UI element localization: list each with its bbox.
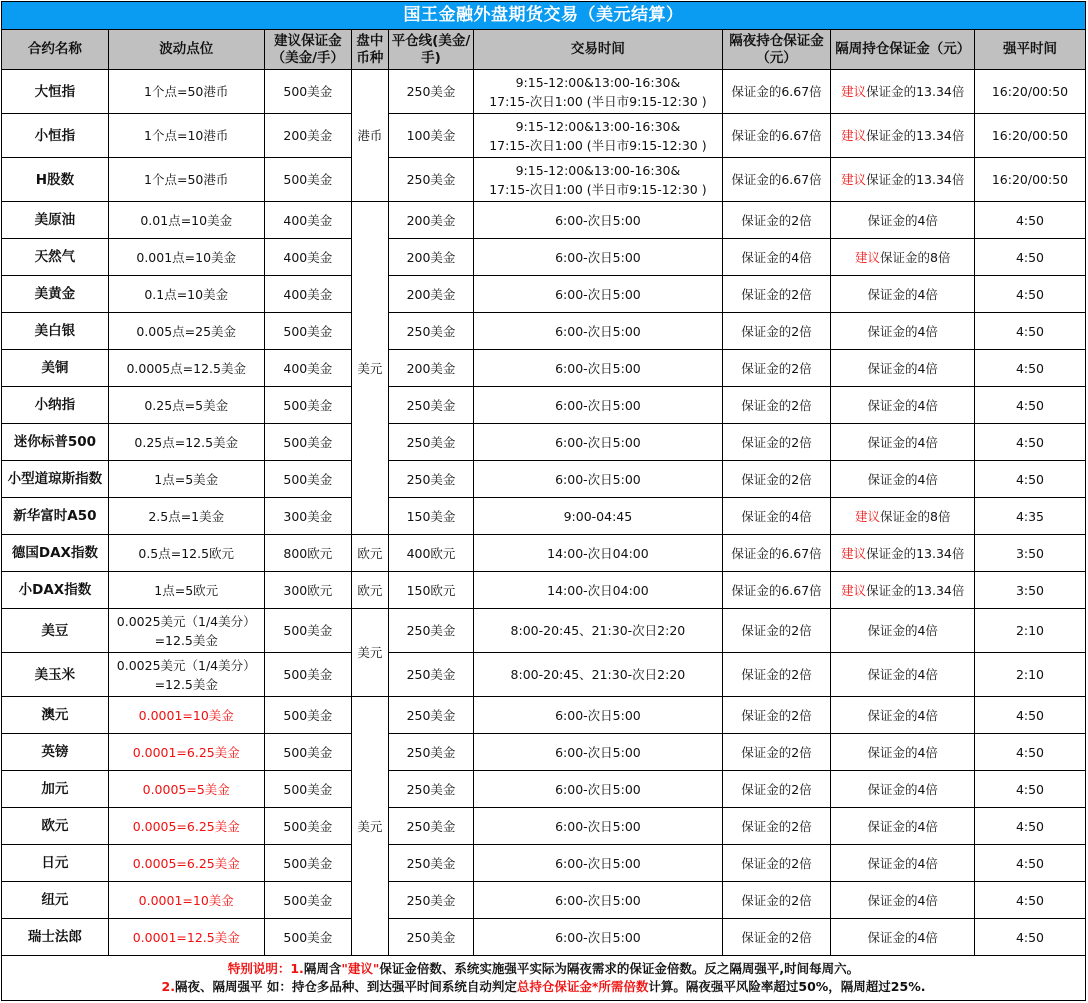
- table-row: [2, 350, 1086, 387]
- tick-value: 0.25点=5美金: [108, 387, 264, 424]
- header-row: [2, 30, 1086, 70]
- suggested-margin: 400美金: [264, 276, 352, 313]
- table-row: [2, 734, 1086, 771]
- intraday-currency: 美元: [352, 697, 389, 956]
- header-overnight: 隔夜持仓保证金（元）: [722, 30, 831, 70]
- suggested-margin: 500美金: [264, 609, 352, 653]
- force-close-time: 4:35: [974, 498, 1085, 535]
- overnight-margin: 保证金的2倍: [722, 845, 831, 882]
- suggest-label: 建议: [841, 172, 867, 187]
- liquidation-line: 200美金: [388, 350, 473, 387]
- liquidation-line: 250美金: [388, 771, 473, 808]
- liquidation-line: 150欧元: [388, 572, 473, 609]
- trading-hours: 6:00-次日5:00: [474, 697, 722, 734]
- tick-value: 0.0001=10美金: [108, 882, 264, 919]
- tick-value: 0.0001=10美金: [108, 697, 264, 734]
- force-close-time: 4:50: [974, 734, 1085, 771]
- suggested-margin: 500美金: [264, 882, 352, 919]
- table-row: [2, 313, 1086, 350]
- force-close-time: 4:50: [974, 239, 1085, 276]
- suggested-margin: 500美金: [264, 387, 352, 424]
- tick-value: 1个点=10港币: [108, 114, 264, 158]
- contract-name: 美铜: [2, 350, 109, 387]
- suggested-margin: 400美金: [264, 239, 352, 276]
- trading-hours: 6:00-次日5:00: [474, 239, 722, 276]
- table-row: [2, 697, 1086, 734]
- tick-value: 1点=5美金: [108, 461, 264, 498]
- weekend-margin: 建议保证金的8倍: [831, 239, 975, 276]
- trading-hours: 14:00-次日04:00: [474, 535, 722, 572]
- contract-name: 迷你标普500: [2, 424, 109, 461]
- suggested-margin: 500美金: [264, 771, 352, 808]
- intraday-currency: 港币: [352, 70, 389, 202]
- suggest-label: 建议: [841, 582, 867, 598]
- liquidation-line: 250美金: [388, 387, 473, 424]
- suggested-margin: 300美金: [264, 498, 352, 535]
- trading-hours: 6:00-次日5:00: [474, 771, 722, 808]
- suggested-margin: 300欧元: [264, 572, 352, 609]
- header-tick: 波动点位: [108, 30, 264, 70]
- force-close-time: 4:50: [974, 350, 1085, 387]
- tick-value: 0.0025美元（1/4美分） =12.5美金: [108, 653, 264, 697]
- liquidation-line: 200美金: [388, 239, 473, 276]
- force-close-time: 4:50: [974, 276, 1085, 313]
- weekend-margin: 保证金的4倍: [831, 882, 975, 919]
- force-close-time: 16:20/00:50: [974, 70, 1085, 114]
- table-row: [2, 387, 1086, 424]
- contract-name: 加元: [2, 771, 109, 808]
- trading-hours: 9:15-12:00&13:00-16:30& 17:15-次日1:00 (半日市9:15-12:30 ): [474, 158, 722, 202]
- tick-value: 0.0005=6.25美金: [108, 845, 264, 882]
- weekend-margin: 保证金的4倍: [831, 387, 975, 424]
- weekend-margin: 保证金的4倍: [831, 845, 975, 882]
- table-row: [2, 239, 1086, 276]
- note-line-1: 特别说明：1.隔周含"建议"保证金倍数、系统实施强平实际为隔夜需求的保证金倍数。反之隔周强平,时间每周六。: [227, 961, 860, 976]
- contract-name: 天然气: [2, 239, 109, 276]
- tick-value: 0.0025美元（1/4美分） =12.5美金: [108, 609, 264, 653]
- liquidation-line: 250美金: [388, 697, 473, 734]
- trading-hours: 6:00-次日5:00: [474, 919, 722, 956]
- contract-name: 美白银: [2, 313, 109, 350]
- tick-value: 0.5点=12.5欧元: [108, 535, 264, 572]
- suggested-margin: 200美金: [264, 114, 352, 158]
- trading-hours: 6:00-次日5:00: [474, 808, 722, 845]
- suggest-label: 建议: [841, 128, 867, 143]
- weekend-margin: 保证金的4倍: [831, 424, 975, 461]
- liquidation-line: 250美金: [388, 734, 473, 771]
- table-row: [2, 276, 1086, 313]
- force-close-time: 4:50: [974, 461, 1085, 498]
- header-force-close: 强平时间: [974, 30, 1085, 70]
- weekend-margin: 保证金的4倍: [831, 276, 975, 313]
- contract-name: 日元: [2, 845, 109, 882]
- trading-hours: 6:00-次日5:00: [474, 276, 722, 313]
- overnight-margin: 保证金的4倍: [722, 239, 831, 276]
- liquidation-line: 250美金: [388, 845, 473, 882]
- tick-value: 0.0005=6.25美金: [108, 808, 264, 845]
- suggested-margin: 500美金: [264, 734, 352, 771]
- contract-name: 美豆: [2, 609, 109, 653]
- suggested-margin: 500美金: [264, 424, 352, 461]
- trading-hours: 9:00-04:45: [474, 498, 722, 535]
- suggested-margin: 500美金: [264, 697, 352, 734]
- trading-hours: 6:00-次日5:00: [474, 845, 722, 882]
- contract-name: 小型道琼斯指数: [2, 461, 109, 498]
- trading-hours: 6:00-次日5:00: [474, 461, 722, 498]
- contract-name: 小恒指: [2, 114, 109, 158]
- force-close-time: 16:20/00:50: [974, 158, 1085, 202]
- contract-name: 小DAX指数: [2, 572, 109, 609]
- liquidation-line: 200美金: [388, 276, 473, 313]
- weekend-margin: 保证金的4倍: [831, 609, 975, 653]
- header-margin: 建议保证金（美金/手）: [264, 30, 352, 70]
- weekend-margin: 保证金的4倍: [831, 350, 975, 387]
- suggested-margin: 500美金: [264, 461, 352, 498]
- table-body: [2, 70, 1086, 956]
- force-close-time: 16:20/00:50: [974, 114, 1085, 158]
- overnight-margin: 保证金的6.67倍: [722, 70, 831, 114]
- tick-value: 1个点=50港币: [108, 70, 264, 114]
- tick-value: 0.1点=10美金: [108, 276, 264, 313]
- contract-name: 纽元: [2, 882, 109, 919]
- table-row: [2, 808, 1086, 845]
- trading-hours: 6:00-次日5:00: [474, 202, 722, 239]
- tick-value: 0.25点=12.5美金: [108, 424, 264, 461]
- contract-name: 大恒指: [2, 70, 109, 114]
- trading-hours: 8:00-20:45、21:30-次日2:20: [474, 609, 722, 653]
- force-close-time: 4:50: [974, 313, 1085, 350]
- weekend-margin: 保证金的4倍: [831, 734, 975, 771]
- liquidation-line: 200美金: [388, 202, 473, 239]
- liquidation-line: 250美金: [388, 461, 473, 498]
- weekend-margin: 建议保证金的13.34倍: [831, 572, 975, 609]
- trading-hours: 6:00-次日5:00: [474, 387, 722, 424]
- liquidation-line: 250美金: [388, 70, 473, 114]
- force-close-time: 4:50: [974, 202, 1085, 239]
- table-row: [2, 498, 1086, 535]
- contract-name: 小纳指: [2, 387, 109, 424]
- contract-name: H股数: [2, 158, 109, 202]
- weekend-margin: 建议保证金的13.34倍: [831, 70, 975, 114]
- contract-name: 欧元: [2, 808, 109, 845]
- overnight-margin: 保证金的6.67倍: [722, 158, 831, 202]
- overnight-margin: 保证金的6.67倍: [722, 114, 831, 158]
- header-weekend: 隔周持仓保证金（元）: [831, 30, 975, 70]
- force-close-time: 4:50: [974, 424, 1085, 461]
- force-close-time: 4:50: [974, 808, 1085, 845]
- table-row: [2, 535, 1086, 572]
- table-row: [2, 845, 1086, 882]
- weekend-margin: 保证金的4倍: [831, 808, 975, 845]
- table-row: [2, 882, 1086, 919]
- intraday-currency: 美元: [352, 609, 389, 697]
- futures-table: [1, 1, 1086, 1001]
- liquidation-line: 250美金: [388, 919, 473, 956]
- contract-name: 美玉米: [2, 653, 109, 697]
- liquidation-line: 250美金: [388, 882, 473, 919]
- weekend-margin: 保证金的4倍: [831, 653, 975, 697]
- weekend-margin: 保证金的4倍: [831, 461, 975, 498]
- overnight-margin: 保证金的2倍: [722, 350, 831, 387]
- tick-value: 0.0001=6.25美金: [108, 734, 264, 771]
- weekend-margin: 建议保证金的8倍: [831, 498, 975, 535]
- tick-value: 1个点=50港币: [108, 158, 264, 202]
- contract-name: 德国DAX指数: [2, 535, 109, 572]
- force-close-time: 2:10: [974, 609, 1085, 653]
- suggested-margin: 500美金: [264, 313, 352, 350]
- overnight-margin: 保证金的2倍: [722, 461, 831, 498]
- force-close-time: 4:50: [974, 919, 1085, 956]
- overnight-margin: 保证金的2倍: [722, 276, 831, 313]
- overnight-margin: 保证金的2倍: [722, 609, 831, 653]
- table-row: [2, 158, 1086, 202]
- table-row: [2, 202, 1086, 239]
- table-row: [2, 771, 1086, 808]
- overnight-margin: 保证金的2倍: [722, 771, 831, 808]
- table-row: [2, 653, 1086, 697]
- overnight-margin: 保证金的6.67倍: [722, 572, 831, 609]
- table-row: [2, 461, 1086, 498]
- tick-value: 2.5点=1美金: [108, 498, 264, 535]
- overnight-margin: 保证金的2倍: [722, 202, 831, 239]
- tick-value: 1点=5欧元: [108, 572, 264, 609]
- table-title: 国王金融外盘期货交易（美元结算）: [2, 2, 1086, 30]
- trading-hours: 6:00-次日5:00: [474, 882, 722, 919]
- overnight-margin: 保证金的2倍: [722, 653, 831, 697]
- force-close-time: 2:10: [974, 653, 1085, 697]
- contract-name: 英镑: [2, 734, 109, 771]
- force-close-time: 3:50: [974, 572, 1085, 609]
- weekend-margin: 保证金的4倍: [831, 313, 975, 350]
- intraday-currency: 美元: [352, 202, 389, 535]
- overnight-margin: 保证金的2倍: [722, 734, 831, 771]
- overnight-margin: 保证金的4倍: [722, 498, 831, 535]
- trading-hours: 9:15-12:00&13:00-16:30& 17:15-次日1:00 (半日市9:15-12:30 ): [474, 114, 722, 158]
- suggest-label: 建议: [854, 249, 880, 265]
- force-close-time: 4:50: [974, 387, 1085, 424]
- suggested-margin: 500美金: [264, 653, 352, 697]
- tick-value: 0.001点=10美金: [108, 239, 264, 276]
- force-close-time: 4:50: [974, 771, 1085, 808]
- header-hours: 交易时间: [474, 30, 722, 70]
- trading-hours: 9:15-12:00&13:00-16:30& 17:15-次日1:00 (半日市9:15-12:30 ): [474, 70, 722, 114]
- liquidation-line: 150美金: [388, 498, 473, 535]
- suggested-margin: 400美金: [264, 202, 352, 239]
- overnight-margin: 保证金的2倍: [722, 313, 831, 350]
- contract-name: 澳元: [2, 697, 109, 734]
- overnight-margin: 保证金的2倍: [722, 808, 831, 845]
- force-close-time: 4:50: [974, 882, 1085, 919]
- contract-name: 美原油: [2, 202, 109, 239]
- force-close-time: 3:50: [974, 535, 1085, 572]
- liquidation-line: 250美金: [388, 808, 473, 845]
- table-row: [2, 424, 1086, 461]
- table-row: [2, 572, 1086, 609]
- trading-hours: 6:00-次日5:00: [474, 350, 722, 387]
- contract-name: 瑞士法郎: [2, 919, 109, 956]
- suggested-margin: 500美金: [264, 808, 352, 845]
- trading-hours: 6:00-次日5:00: [474, 424, 722, 461]
- tick-value: 0.01点=10美金: [108, 202, 264, 239]
- suggested-margin: 500美金: [264, 919, 352, 956]
- contract-name: 美黄金: [2, 276, 109, 313]
- liquidation-line: 250美金: [388, 653, 473, 697]
- header-name: 合约名称: [2, 30, 109, 70]
- overnight-margin: 保证金的6.67倍: [722, 535, 831, 572]
- table-row: [2, 919, 1086, 956]
- weekend-margin: 保证金的4倍: [831, 771, 975, 808]
- futures-table-sheet: [1, 1, 1086, 1001]
- weekend-margin: 保证金的4倍: [831, 919, 975, 956]
- weekend-margin: 建议保证金的13.34倍: [831, 158, 975, 202]
- trading-hours: 6:00-次日5:00: [474, 313, 722, 350]
- suggested-margin: 400美金: [264, 350, 352, 387]
- special-notes: [2, 956, 1086, 1001]
- trading-hours: 8:00-20:45、21:30-次日2:20: [474, 653, 722, 697]
- liquidation-line: 250美金: [388, 158, 473, 202]
- suggested-margin: 800欧元: [264, 535, 352, 572]
- table-row: [2, 70, 1086, 114]
- overnight-margin: 保证金的2倍: [722, 387, 831, 424]
- suggest-label: 建议: [841, 84, 867, 99]
- overnight-margin: 保证金的2倍: [722, 697, 831, 734]
- weekend-margin: 建议保证金的13.34倍: [831, 535, 975, 572]
- contract-name: 新华富时A50: [2, 498, 109, 535]
- header-currency: 盘中币种: [352, 30, 389, 70]
- table-row: [2, 609, 1086, 653]
- overnight-margin: 保证金的2倍: [722, 919, 831, 956]
- force-close-time: 4:50: [974, 845, 1085, 882]
- tick-value: 0.0001=12.5美金: [108, 919, 264, 956]
- tick-value: 0.0005=5美金: [108, 771, 264, 808]
- weekend-margin: 保证金的4倍: [831, 202, 975, 239]
- intraday-currency: 欧元: [352, 572, 389, 609]
- weekend-margin: 保证金的4倍: [831, 697, 975, 734]
- trading-hours: 14:00-次日04:00: [474, 572, 722, 609]
- intraday-currency: 欧元: [352, 535, 389, 572]
- suggested-margin: 500美金: [264, 845, 352, 882]
- liquidation-line: 250美金: [388, 424, 473, 461]
- header-liquidation: 平仓线(美金/手): [388, 30, 473, 70]
- suggest-label: 建议: [841, 545, 867, 561]
- liquidation-line: 400欧元: [388, 535, 473, 572]
- force-close-time: 4:50: [974, 697, 1085, 734]
- overnight-margin: 保证金的2倍: [722, 882, 831, 919]
- trading-hours: 6:00-次日5:00: [474, 734, 722, 771]
- liquidation-line: 250美金: [388, 609, 473, 653]
- table-row: [2, 114, 1086, 158]
- tick-value: 0.005点=25美金: [108, 313, 264, 350]
- weekend-margin: 建议保证金的13.34倍: [831, 114, 975, 158]
- suggest-label: 建议: [854, 508, 880, 524]
- liquidation-line: 100美金: [388, 114, 473, 158]
- note-line-2: 2.隔夜、隔周强平 如：持仓多品种、到达强平时间系统自动判定总持仓保证金*所需倍数计算。隔夜强平风险率超过50%，隔周超过25%.: [161, 979, 926, 994]
- overnight-margin: 保证金的2倍: [722, 424, 831, 461]
- suggested-margin: 500美金: [264, 158, 352, 202]
- liquidation-line: 250美金: [388, 313, 473, 350]
- suggested-margin: 500美金: [264, 70, 352, 114]
- tick-value: 0.0005点=12.5美金: [108, 350, 264, 387]
